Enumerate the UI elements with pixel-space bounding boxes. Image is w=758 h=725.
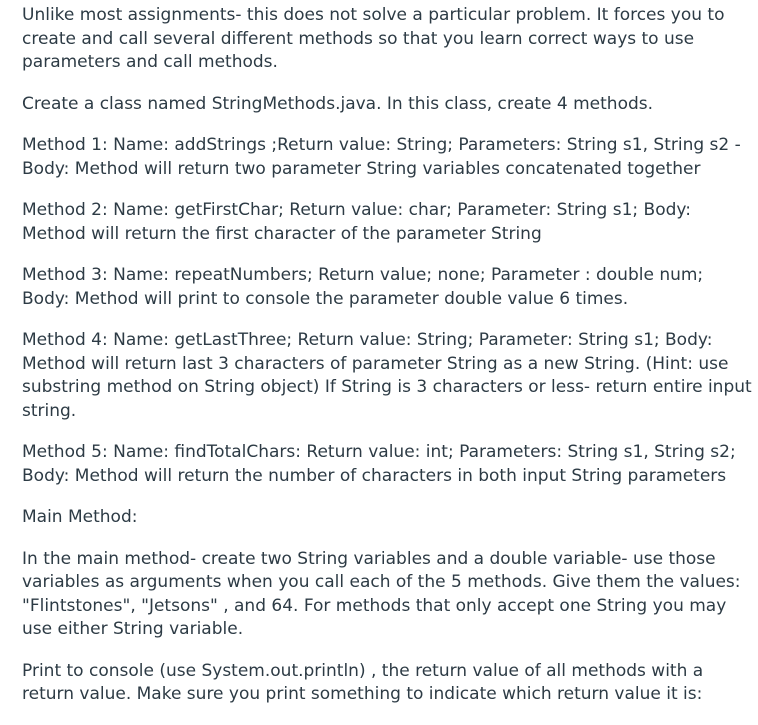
text-line: Method 4: Name: getLastThree; Return value: String; Parameter: String s1; Body: xyxy=(22,330,713,350)
method-3-paragraph xyxy=(22,264,752,311)
text-line: Unlike most assignments- this does not solve a particular problem. It forces you to xyxy=(22,5,725,25)
text-line: In the main method- create two String variables and a double variable- use those xyxy=(22,548,716,569)
text-line: variables as arguments when you call each of the 5 methods. Give them the values: xyxy=(22,572,741,592)
main-method-heading xyxy=(22,506,752,530)
text-line: Create a class named StringMethods.java. In this class, create 4 methods. xyxy=(22,93,654,114)
text-line: Body: Method will return two parameter String variables concatenated together xyxy=(22,158,701,179)
text-line: Main Method: xyxy=(22,507,138,527)
assignment-document xyxy=(22,4,752,725)
text-line: Method will return the first character of the parameter String xyxy=(22,223,542,244)
text-line: Method 1: Name: addStrings ;Return value: String; Parameters: String s1, String s2 - xyxy=(22,135,741,155)
text-line: Method 5: Name: findTotalChars: Return value: int; Parameters: String s1, String s2; xyxy=(22,442,736,462)
text-line: Body: Method will return the number of characters in both input String parameters xyxy=(22,465,727,486)
main-method-paragraph xyxy=(22,548,752,642)
text-line: return value. Make sure you print something to indicate which return value it is: xyxy=(22,684,703,704)
text-line: "Flintstones", "Jetsons" , and 64. For methods that only accept one String you may xyxy=(22,595,727,616)
method-5-paragraph xyxy=(22,441,752,488)
method-4-paragraph xyxy=(22,329,752,423)
text-line: parameters and call methods. xyxy=(22,52,278,72)
print-instruction-paragraph xyxy=(22,660,752,707)
method-2-paragraph xyxy=(22,199,752,246)
text-line: Method 2: Name: getFirstChar; Return value: char; Parameter: String s1; Body: xyxy=(22,200,691,220)
text-line: create and call several different methods so that you learn correct ways to use xyxy=(22,28,695,49)
method-1-paragraph xyxy=(22,134,752,181)
text-line: Print to console (use System.out.println) , the return value of all methods with a xyxy=(22,660,704,681)
text-line: string. xyxy=(22,400,77,421)
text-line: Method 3: Name: repeatNumbers; Return value; none; Parameter : double num; xyxy=(22,265,704,285)
intro-paragraph xyxy=(22,4,752,75)
text-line: use either String variable. xyxy=(22,619,244,639)
class-instruction-paragraph xyxy=(22,93,752,117)
text-line: Body: Method will print to console the parameter double value 6 times. xyxy=(22,288,629,309)
text-line: substring method on String object) If String is 3 characters or less- return entire input xyxy=(22,377,752,397)
text-line: Method will return last 3 characters of parameter String as a new String. (Hint: use xyxy=(22,353,729,374)
